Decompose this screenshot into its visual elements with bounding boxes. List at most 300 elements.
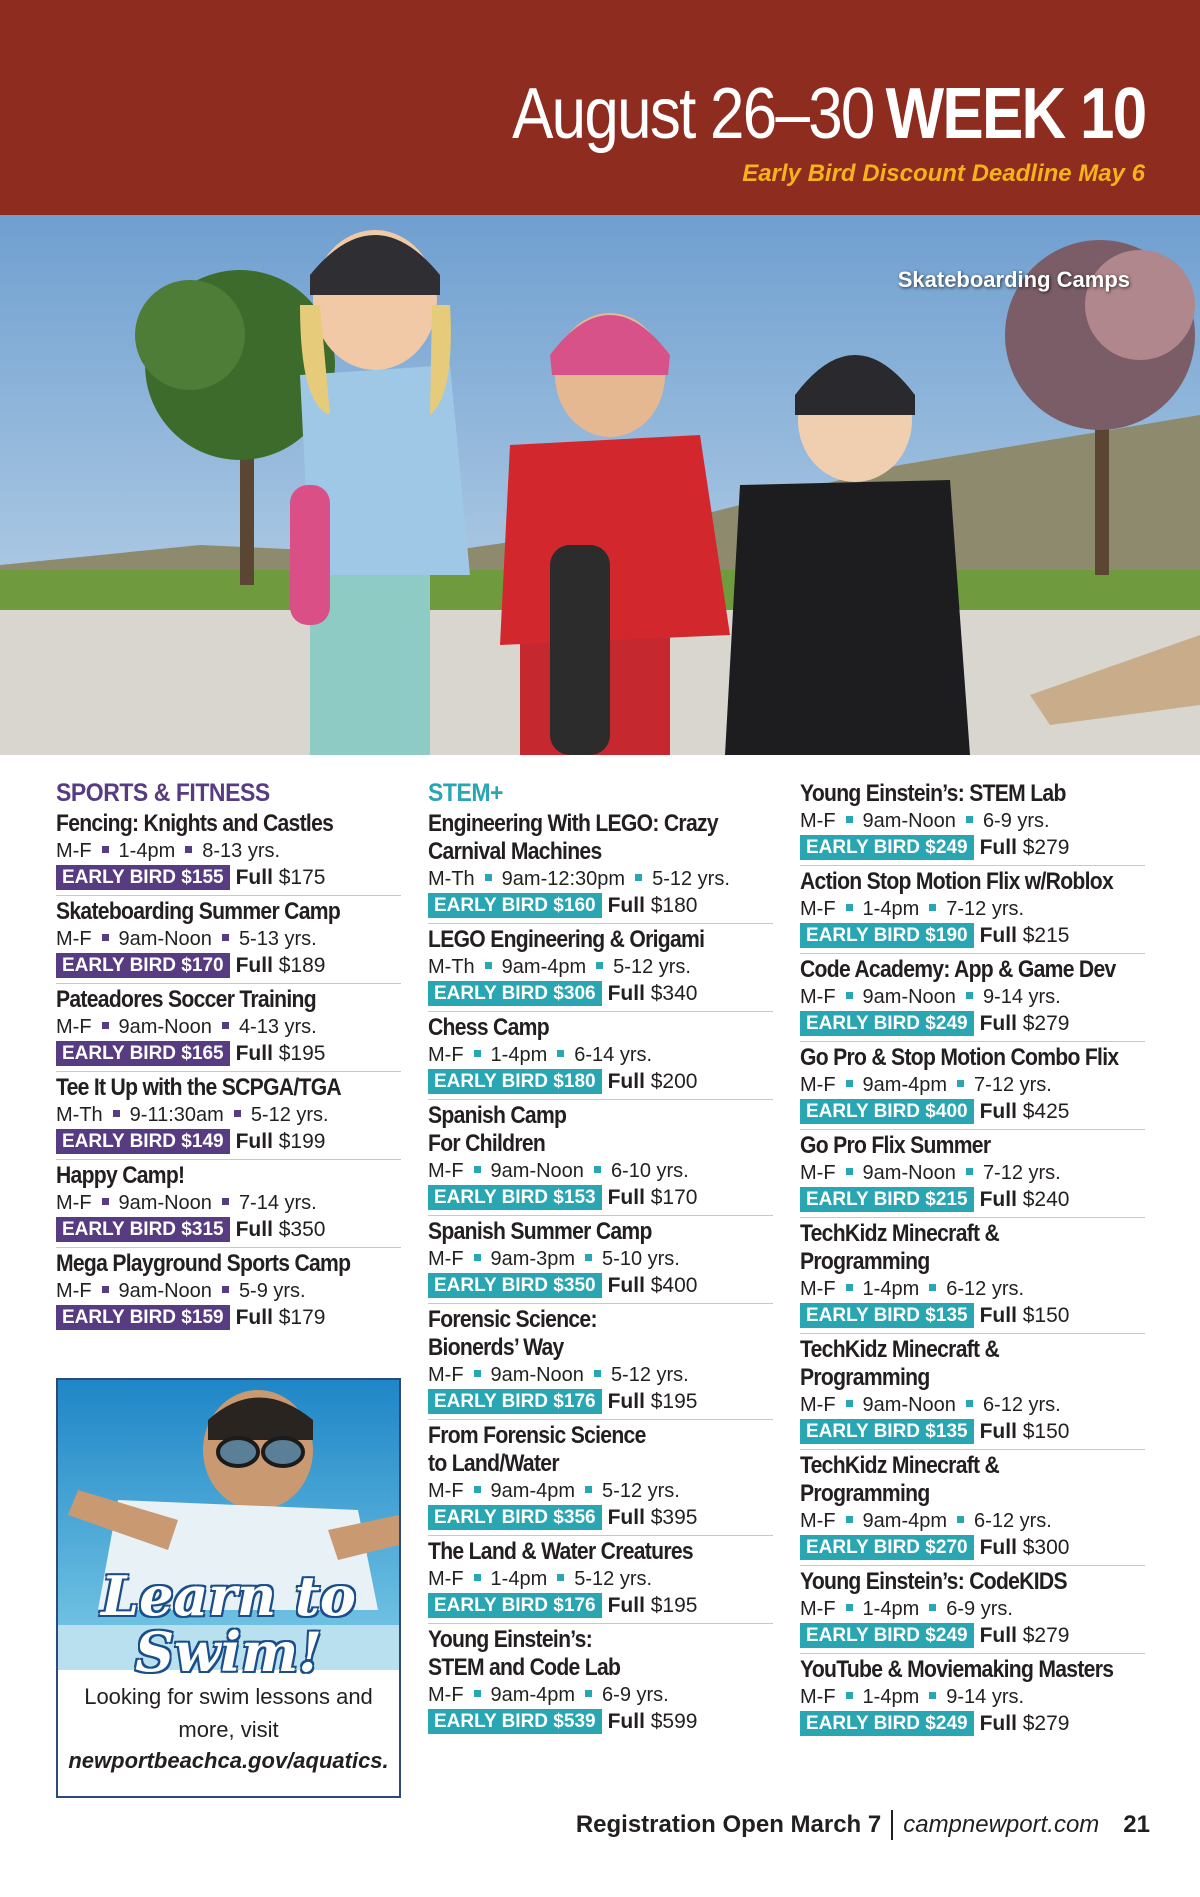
sports-list bbox=[56, 808, 401, 1335]
square-bullet-icon bbox=[929, 1284, 936, 1291]
camp-days: M-F bbox=[800, 1162, 836, 1184]
camp-price bbox=[800, 834, 1145, 861]
square-bullet-icon bbox=[222, 1198, 229, 1205]
square-bullet-icon bbox=[846, 1400, 853, 1407]
camp-time: 9am-Noon bbox=[490, 1160, 584, 1182]
camp-price bbox=[800, 1098, 1145, 1125]
camp-title: Tee It Up with the SCPGA/TGA bbox=[56, 1074, 341, 1101]
early-bird-price-badge: EARLY BIRD $170 bbox=[56, 953, 230, 978]
stem2-list bbox=[800, 778, 1145, 1741]
camp-price bbox=[800, 1622, 1145, 1649]
camp-title: Action Stop Motion Flix w/Roblox bbox=[800, 868, 1114, 895]
camp-title: Young Einstein’s: bbox=[428, 1626, 593, 1653]
page-footer bbox=[576, 1810, 1150, 1840]
camp-price bbox=[428, 980, 773, 1007]
camp-listing bbox=[56, 1072, 401, 1160]
camp-price bbox=[428, 1708, 773, 1735]
square-bullet-icon bbox=[485, 962, 492, 969]
square-bullet-icon bbox=[957, 1516, 964, 1523]
camp-listing bbox=[800, 1130, 1145, 1218]
full-price-label: Full bbox=[607, 1594, 645, 1617]
square-bullet-icon bbox=[222, 1022, 229, 1029]
camp-schedule bbox=[800, 1508, 1145, 1534]
full-price bbox=[236, 1040, 326, 1067]
square-bullet-icon bbox=[585, 1254, 592, 1261]
camp-schedule bbox=[56, 1102, 401, 1128]
camp-title: Engineering With LEGO: Crazy bbox=[428, 810, 718, 837]
full-price-value: $180 bbox=[650, 894, 698, 917]
early-bird-price-badge: EARLY BIRD $539 bbox=[428, 1709, 602, 1734]
camp-listing bbox=[428, 1216, 773, 1304]
camp-time: 9am-Noon bbox=[118, 1192, 212, 1214]
full-price-value: $195 bbox=[650, 1594, 698, 1617]
camp-days: M-F bbox=[800, 1074, 836, 1096]
full-price-value: $195 bbox=[278, 1042, 326, 1065]
camp-time: 9am-Noon bbox=[862, 810, 956, 832]
camp-ages: 6-12 yrs. bbox=[946, 1278, 1025, 1300]
camp-title-line2: For Children bbox=[428, 1130, 546, 1157]
full-price-label: Full bbox=[235, 1218, 273, 1241]
square-bullet-icon bbox=[929, 904, 936, 911]
camp-time: 9am-4pm bbox=[490, 1684, 576, 1706]
early-bird-price-badge: EARLY BIRD $400 bbox=[800, 1099, 974, 1124]
full-price bbox=[236, 1304, 326, 1331]
full-price-label: Full bbox=[979, 1012, 1017, 1035]
camp-title: Fencing: Knights and Castles bbox=[56, 810, 334, 837]
week-title bbox=[511, 74, 1145, 154]
camp-schedule bbox=[800, 808, 1145, 834]
camp-days: M-F bbox=[800, 1510, 836, 1532]
square-bullet-icon bbox=[474, 1574, 481, 1581]
camp-time: 9am-4pm bbox=[501, 956, 587, 978]
full-price-label: Full bbox=[979, 1100, 1017, 1123]
camp-ages: 6-12 yrs. bbox=[974, 1510, 1052, 1532]
early-bird-price-badge: EARLY BIRD $160 bbox=[428, 893, 602, 918]
square-bullet-icon bbox=[846, 1168, 853, 1175]
full-price-label: Full bbox=[607, 1070, 645, 1093]
camp-schedule bbox=[800, 984, 1145, 1010]
aquatics-link[interactable]: newportbeachca.gov/aquatics. bbox=[68, 1748, 389, 1773]
full-price-label: Full bbox=[607, 1390, 645, 1413]
camp-title: Spanish Summer Camp bbox=[428, 1218, 652, 1245]
camp-listing bbox=[56, 1160, 401, 1248]
camp-price bbox=[800, 1302, 1145, 1329]
camp-listing bbox=[56, 984, 401, 1072]
camp-schedule bbox=[428, 1566, 773, 1592]
full-price-value: $175 bbox=[278, 866, 326, 889]
camp-title: Pateadores Soccer Training bbox=[56, 986, 316, 1013]
camp-days: M-F bbox=[800, 986, 836, 1008]
early-bird-price-badge: EARLY BIRD $159 bbox=[56, 1305, 230, 1330]
full-price bbox=[980, 922, 1070, 949]
full-price-value: $279 bbox=[1022, 1712, 1070, 1735]
camp-price bbox=[428, 1272, 773, 1299]
camp-listing bbox=[428, 1536, 773, 1624]
full-price-value: $195 bbox=[650, 1390, 698, 1413]
full-price-label: Full bbox=[607, 894, 645, 917]
camp-ages: 8-13 yrs. bbox=[202, 840, 281, 862]
full-price bbox=[980, 1622, 1070, 1649]
camp-title-line2: Programming bbox=[800, 1480, 930, 1507]
camp-days: M-F bbox=[428, 1248, 464, 1270]
full-price-value: $179 bbox=[278, 1306, 326, 1329]
early-bird-price-badge: EARLY BIRD $176 bbox=[428, 1389, 602, 1414]
full-price-label: Full bbox=[235, 1306, 273, 1329]
square-bullet-icon bbox=[474, 1690, 481, 1697]
square-bullet-icon bbox=[113, 1110, 120, 1117]
square-bullet-icon bbox=[594, 1166, 601, 1173]
full-price-label: Full bbox=[235, 866, 273, 889]
camp-ages: 5-12 yrs. bbox=[250, 1104, 329, 1126]
early-bird-price-badge: EARLY BIRD $135 bbox=[800, 1419, 974, 1444]
full-price-value: $215 bbox=[1022, 924, 1070, 947]
full-price bbox=[608, 1184, 698, 1211]
camp-time: 1-4pm bbox=[490, 1044, 548, 1066]
camp-price bbox=[800, 1010, 1145, 1037]
camp-time: 9am-Noon bbox=[118, 1280, 212, 1302]
square-bullet-icon bbox=[474, 1166, 481, 1173]
square-bullet-icon bbox=[557, 1574, 564, 1581]
square-bullet-icon bbox=[102, 846, 109, 853]
full-price-label: Full bbox=[979, 1624, 1017, 1647]
square-bullet-icon bbox=[474, 1050, 481, 1057]
camp-price bbox=[56, 952, 401, 979]
square-bullet-icon bbox=[929, 1604, 936, 1611]
square-bullet-icon bbox=[585, 1486, 592, 1493]
camp-days: M-F bbox=[800, 898, 836, 920]
camp-ages: 6-9 yrs. bbox=[946, 1598, 1013, 1620]
full-price-label: Full bbox=[607, 1710, 645, 1733]
early-bird-price-badge: EARLY BIRD $306 bbox=[428, 981, 602, 1006]
hero-photo bbox=[0, 215, 1200, 755]
camp-ages: 6-9 yrs. bbox=[982, 810, 1050, 832]
full-price-value: $170 bbox=[650, 1186, 698, 1209]
camp-title-line2: to Land/Water bbox=[428, 1450, 559, 1477]
full-price bbox=[608, 892, 698, 919]
full-price bbox=[236, 1128, 326, 1155]
camp-days: M-Th bbox=[428, 956, 475, 978]
camp-time: 1-4pm bbox=[862, 1686, 920, 1708]
early-bird-price-badge: EARLY BIRD $315 bbox=[56, 1217, 230, 1242]
section-title-sports: SPORTS & FITNESS bbox=[56, 779, 270, 807]
camp-price bbox=[56, 1216, 401, 1243]
square-bullet-icon bbox=[222, 934, 229, 941]
camp-ages: 5-12 yrs. bbox=[574, 1568, 653, 1590]
camp-schedule bbox=[56, 926, 401, 952]
full-price bbox=[980, 1098, 1070, 1125]
camp-days: M-F bbox=[56, 1192, 92, 1214]
square-bullet-icon bbox=[957, 1080, 964, 1087]
full-price bbox=[608, 1592, 698, 1619]
square-bullet-icon bbox=[234, 1110, 241, 1117]
camp-time: 9am-Noon bbox=[490, 1364, 584, 1386]
square-bullet-icon bbox=[185, 846, 192, 853]
early-bird-price-badge: EARLY BIRD $249 bbox=[800, 1623, 974, 1648]
camp-title-line2: STEM and Code Lab bbox=[428, 1654, 621, 1681]
camp-price bbox=[800, 1534, 1145, 1561]
square-bullet-icon bbox=[485, 874, 492, 881]
square-bullet-icon bbox=[846, 992, 853, 999]
square-bullet-icon bbox=[929, 1692, 936, 1699]
early-bird-price-badge: EARLY BIRD $249 bbox=[800, 835, 974, 860]
camp-listing bbox=[800, 954, 1145, 1042]
camp-title: Forensic Science: bbox=[428, 1306, 597, 1333]
camp-schedule bbox=[800, 1072, 1145, 1098]
camp-days: M-F bbox=[800, 1686, 836, 1708]
camp-time: 1-4pm bbox=[490, 1568, 548, 1590]
full-price-label: Full bbox=[979, 1712, 1017, 1735]
square-bullet-icon bbox=[846, 1604, 853, 1611]
camp-days: M-F bbox=[428, 1364, 464, 1386]
early-bird-price-badge: EARLY BIRD $165 bbox=[56, 1041, 230, 1066]
camp-ages: 5-12 yrs. bbox=[652, 868, 730, 890]
camp-days: M-F bbox=[800, 1598, 836, 1620]
full-price-label: Full bbox=[979, 1304, 1017, 1327]
full-price bbox=[236, 952, 326, 979]
camp-title-line2: Bionerds’ Way bbox=[428, 1334, 564, 1361]
footer-divider bbox=[891, 1810, 893, 1840]
square-bullet-icon bbox=[846, 1692, 853, 1699]
camp-price bbox=[800, 922, 1145, 949]
full-price bbox=[608, 1504, 698, 1531]
camp-days: M-F bbox=[800, 1394, 836, 1416]
early-bird-price-badge: EARLY BIRD $176 bbox=[428, 1593, 602, 1618]
camp-schedule bbox=[800, 896, 1145, 922]
camp-title: The Land & Water Creatures bbox=[428, 1538, 693, 1565]
camp-ages: 7-12 yrs. bbox=[974, 1074, 1052, 1096]
square-bullet-icon bbox=[557, 1050, 564, 1057]
photo-caption: Skateboarding Camps bbox=[897, 267, 1130, 292]
camp-title: Chess Camp bbox=[428, 1014, 549, 1041]
early-bird-price-badge: EARLY BIRD $153 bbox=[428, 1185, 602, 1210]
camp-listing bbox=[428, 924, 773, 1012]
square-bullet-icon bbox=[222, 1286, 229, 1293]
camp-title-line2: Programming bbox=[800, 1248, 930, 1275]
camp-ages: 5-13 yrs. bbox=[238, 928, 317, 950]
square-bullet-icon bbox=[596, 962, 603, 969]
camp-schedule bbox=[428, 1362, 773, 1388]
early-bird-price-badge: EARLY BIRD $350 bbox=[428, 1273, 602, 1298]
camp-title: LEGO Engineering & Origami bbox=[428, 926, 705, 953]
camp-ages: 5-10 yrs. bbox=[602, 1248, 680, 1270]
camp-days: M-F bbox=[428, 1684, 464, 1706]
square-bullet-icon bbox=[635, 874, 642, 881]
square-bullet-icon bbox=[102, 1022, 109, 1029]
full-price bbox=[980, 834, 1070, 861]
camp-price bbox=[56, 1040, 401, 1067]
camp-time: 9am-Noon bbox=[862, 1394, 956, 1416]
early-bird-price-badge: EARLY BIRD $215 bbox=[800, 1187, 974, 1212]
square-bullet-icon bbox=[966, 1400, 973, 1407]
full-price-value: $150 bbox=[1022, 1304, 1070, 1327]
camp-time: 9am-3pm bbox=[490, 1248, 576, 1270]
camp-price bbox=[428, 1504, 773, 1531]
camp-price bbox=[428, 1388, 773, 1415]
camp-listing bbox=[428, 1624, 773, 1739]
early-bird-price-badge: EARLY BIRD $155 bbox=[56, 865, 230, 890]
square-bullet-icon bbox=[846, 816, 853, 823]
camp-schedule bbox=[428, 1246, 773, 1272]
camp-time: 9am-12:30pm bbox=[501, 868, 626, 890]
camp-schedule bbox=[428, 1478, 773, 1504]
camp-days: M-F bbox=[800, 810, 836, 832]
camp-price bbox=[800, 1186, 1145, 1213]
camp-ages: 5-12 yrs. bbox=[602, 1480, 680, 1502]
square-bullet-icon bbox=[474, 1486, 481, 1493]
full-price-value: $240 bbox=[1022, 1188, 1070, 1211]
early-bird-price-badge: EARLY BIRD $249 bbox=[800, 1711, 974, 1736]
camp-listing bbox=[800, 1042, 1145, 1130]
registration-notice: Registration Open March 7 bbox=[575, 1811, 882, 1838]
full-price-label: Full bbox=[607, 982, 645, 1005]
ad-text: Looking for swim lessons and more, visit bbox=[84, 1684, 373, 1742]
week-number: WEEK 10 bbox=[885, 74, 1145, 154]
stem-list bbox=[428, 808, 773, 1739]
full-price-label: Full bbox=[235, 954, 273, 977]
square-bullet-icon bbox=[966, 816, 973, 823]
early-bird-price-badge: EARLY BIRD $356 bbox=[428, 1505, 602, 1530]
full-price bbox=[608, 980, 698, 1007]
full-price-value: $279 bbox=[1022, 1012, 1070, 1035]
camp-schedule bbox=[428, 1158, 773, 1184]
square-bullet-icon bbox=[474, 1370, 481, 1377]
camp-listing bbox=[800, 778, 1145, 866]
full-price bbox=[980, 1010, 1070, 1037]
camp-ages: 5-9 yrs. bbox=[238, 1280, 306, 1302]
camp-days: M-F bbox=[428, 1044, 464, 1066]
camp-time: 9am-Noon bbox=[862, 986, 956, 1008]
camp-ages: 5-12 yrs. bbox=[610, 1364, 689, 1386]
camp-title: YouTube & Moviemaking Masters bbox=[800, 1656, 1114, 1683]
full-price-label: Full bbox=[979, 1420, 1017, 1443]
camp-title-line2: Carnival Machines bbox=[428, 838, 602, 865]
full-price-value: $199 bbox=[278, 1130, 326, 1153]
square-bullet-icon bbox=[966, 992, 973, 999]
camp-schedule bbox=[800, 1392, 1145, 1418]
camp-listing bbox=[800, 1566, 1145, 1654]
camp-time: 9am-4pm bbox=[862, 1510, 948, 1532]
full-price-value: $400 bbox=[650, 1274, 698, 1297]
camp-time: 1-4pm bbox=[862, 1598, 920, 1620]
camp-schedule bbox=[56, 1014, 401, 1040]
camp-title: TechKidz Minecraft & bbox=[800, 1336, 1000, 1363]
full-price bbox=[608, 1272, 698, 1299]
full-price bbox=[236, 1216, 326, 1243]
camp-title-line2: Programming bbox=[800, 1364, 930, 1391]
full-price-value: $425 bbox=[1022, 1100, 1070, 1123]
camp-schedule bbox=[428, 866, 773, 892]
full-price-label: Full bbox=[979, 1188, 1017, 1211]
early-bird-price-badge: EARLY BIRD $149 bbox=[56, 1129, 230, 1154]
full-price-value: $340 bbox=[650, 982, 698, 1005]
page-header bbox=[0, 0, 1200, 215]
camp-listing bbox=[800, 866, 1145, 954]
full-price bbox=[980, 1302, 1070, 1329]
camp-price bbox=[56, 864, 401, 891]
ad-headline bbox=[58, 1564, 399, 1684]
early-bird-price-badge: EARLY BIRD $270 bbox=[800, 1535, 974, 1560]
camp-listing bbox=[56, 1248, 401, 1335]
square-bullet-icon bbox=[585, 1690, 592, 1697]
early-bird-price-badge: EARLY BIRD $249 bbox=[800, 1011, 974, 1036]
full-price-value: $279 bbox=[1022, 1624, 1070, 1647]
camp-time: 9am-Noon bbox=[862, 1162, 956, 1184]
camp-schedule bbox=[800, 1596, 1145, 1622]
camp-days: M-Th bbox=[428, 868, 475, 890]
full-price bbox=[608, 1068, 698, 1095]
camp-listing bbox=[428, 1012, 773, 1100]
camp-ages: 7-14 yrs. bbox=[238, 1192, 317, 1214]
camp-listing bbox=[800, 1218, 1145, 1334]
ad-headline-line2: Swim! bbox=[135, 1620, 322, 1684]
camp-listing bbox=[428, 808, 773, 924]
early-bird-deadline: Early Bird Discount Deadline May 6 bbox=[742, 160, 1145, 187]
camp-time: 9-11:30am bbox=[129, 1104, 224, 1126]
camp-listing bbox=[428, 1420, 773, 1536]
camp-ages: 4-13 yrs. bbox=[238, 1016, 317, 1038]
early-bird-price-badge: EARLY BIRD $135 bbox=[800, 1303, 974, 1328]
camp-time: 9am-4pm bbox=[862, 1074, 948, 1096]
square-bullet-icon bbox=[846, 1516, 853, 1523]
square-bullet-icon bbox=[102, 934, 109, 941]
camp-ages: 9-14 yrs. bbox=[982, 986, 1061, 1008]
camp-days: M-F bbox=[428, 1480, 464, 1502]
full-price-label: Full bbox=[235, 1042, 273, 1065]
stem-column bbox=[428, 778, 773, 1739]
camp-ages: 6-12 yrs. bbox=[982, 1394, 1061, 1416]
full-price-value: $200 bbox=[650, 1070, 698, 1093]
camp-listing bbox=[800, 1334, 1145, 1450]
camp-schedule bbox=[428, 1042, 773, 1068]
square-bullet-icon bbox=[102, 1286, 109, 1293]
square-bullet-icon bbox=[966, 1168, 973, 1175]
camp-title: Spanish Camp bbox=[428, 1102, 567, 1129]
camp-price bbox=[428, 1068, 773, 1095]
early-bird-price-badge: EARLY BIRD $190 bbox=[800, 923, 974, 948]
camp-ages: 6-10 yrs. bbox=[610, 1160, 689, 1182]
camp-price bbox=[428, 892, 773, 919]
camp-listing bbox=[800, 1450, 1145, 1566]
camp-time: 1-4pm bbox=[862, 898, 920, 920]
sports-column bbox=[56, 778, 401, 1335]
camp-schedule bbox=[56, 1278, 401, 1304]
full-price-label: Full bbox=[979, 924, 1017, 947]
camp-listing bbox=[56, 896, 401, 984]
camp-title: Go Pro Flix Summer bbox=[800, 1132, 991, 1159]
camp-time: 9am-Noon bbox=[118, 1016, 212, 1038]
full-price-value: $150 bbox=[1022, 1420, 1070, 1443]
camp-days: M-F bbox=[56, 840, 92, 862]
full-price-value: $189 bbox=[278, 954, 326, 977]
camp-days: M-F bbox=[428, 1568, 464, 1590]
camp-title: TechKidz Minecraft & bbox=[800, 1452, 1000, 1479]
camp-listing bbox=[56, 808, 401, 896]
camp-schedule bbox=[428, 1682, 773, 1708]
camp-price bbox=[800, 1710, 1145, 1737]
full-price-value: $395 bbox=[650, 1506, 698, 1529]
early-bird-price-badge: EARLY BIRD $180 bbox=[428, 1069, 602, 1094]
square-bullet-icon bbox=[846, 904, 853, 911]
camp-days: M-Th bbox=[56, 1104, 103, 1126]
website-link[interactable]: campnewport.com bbox=[903, 1811, 1100, 1838]
full-price-value: $279 bbox=[1022, 836, 1070, 859]
full-price bbox=[608, 1388, 698, 1415]
square-bullet-icon bbox=[846, 1080, 853, 1087]
camp-listing bbox=[428, 1100, 773, 1216]
full-price-label: Full bbox=[979, 836, 1017, 859]
page-number: 21 bbox=[1123, 1811, 1150, 1838]
camp-days: M-F bbox=[56, 928, 92, 950]
